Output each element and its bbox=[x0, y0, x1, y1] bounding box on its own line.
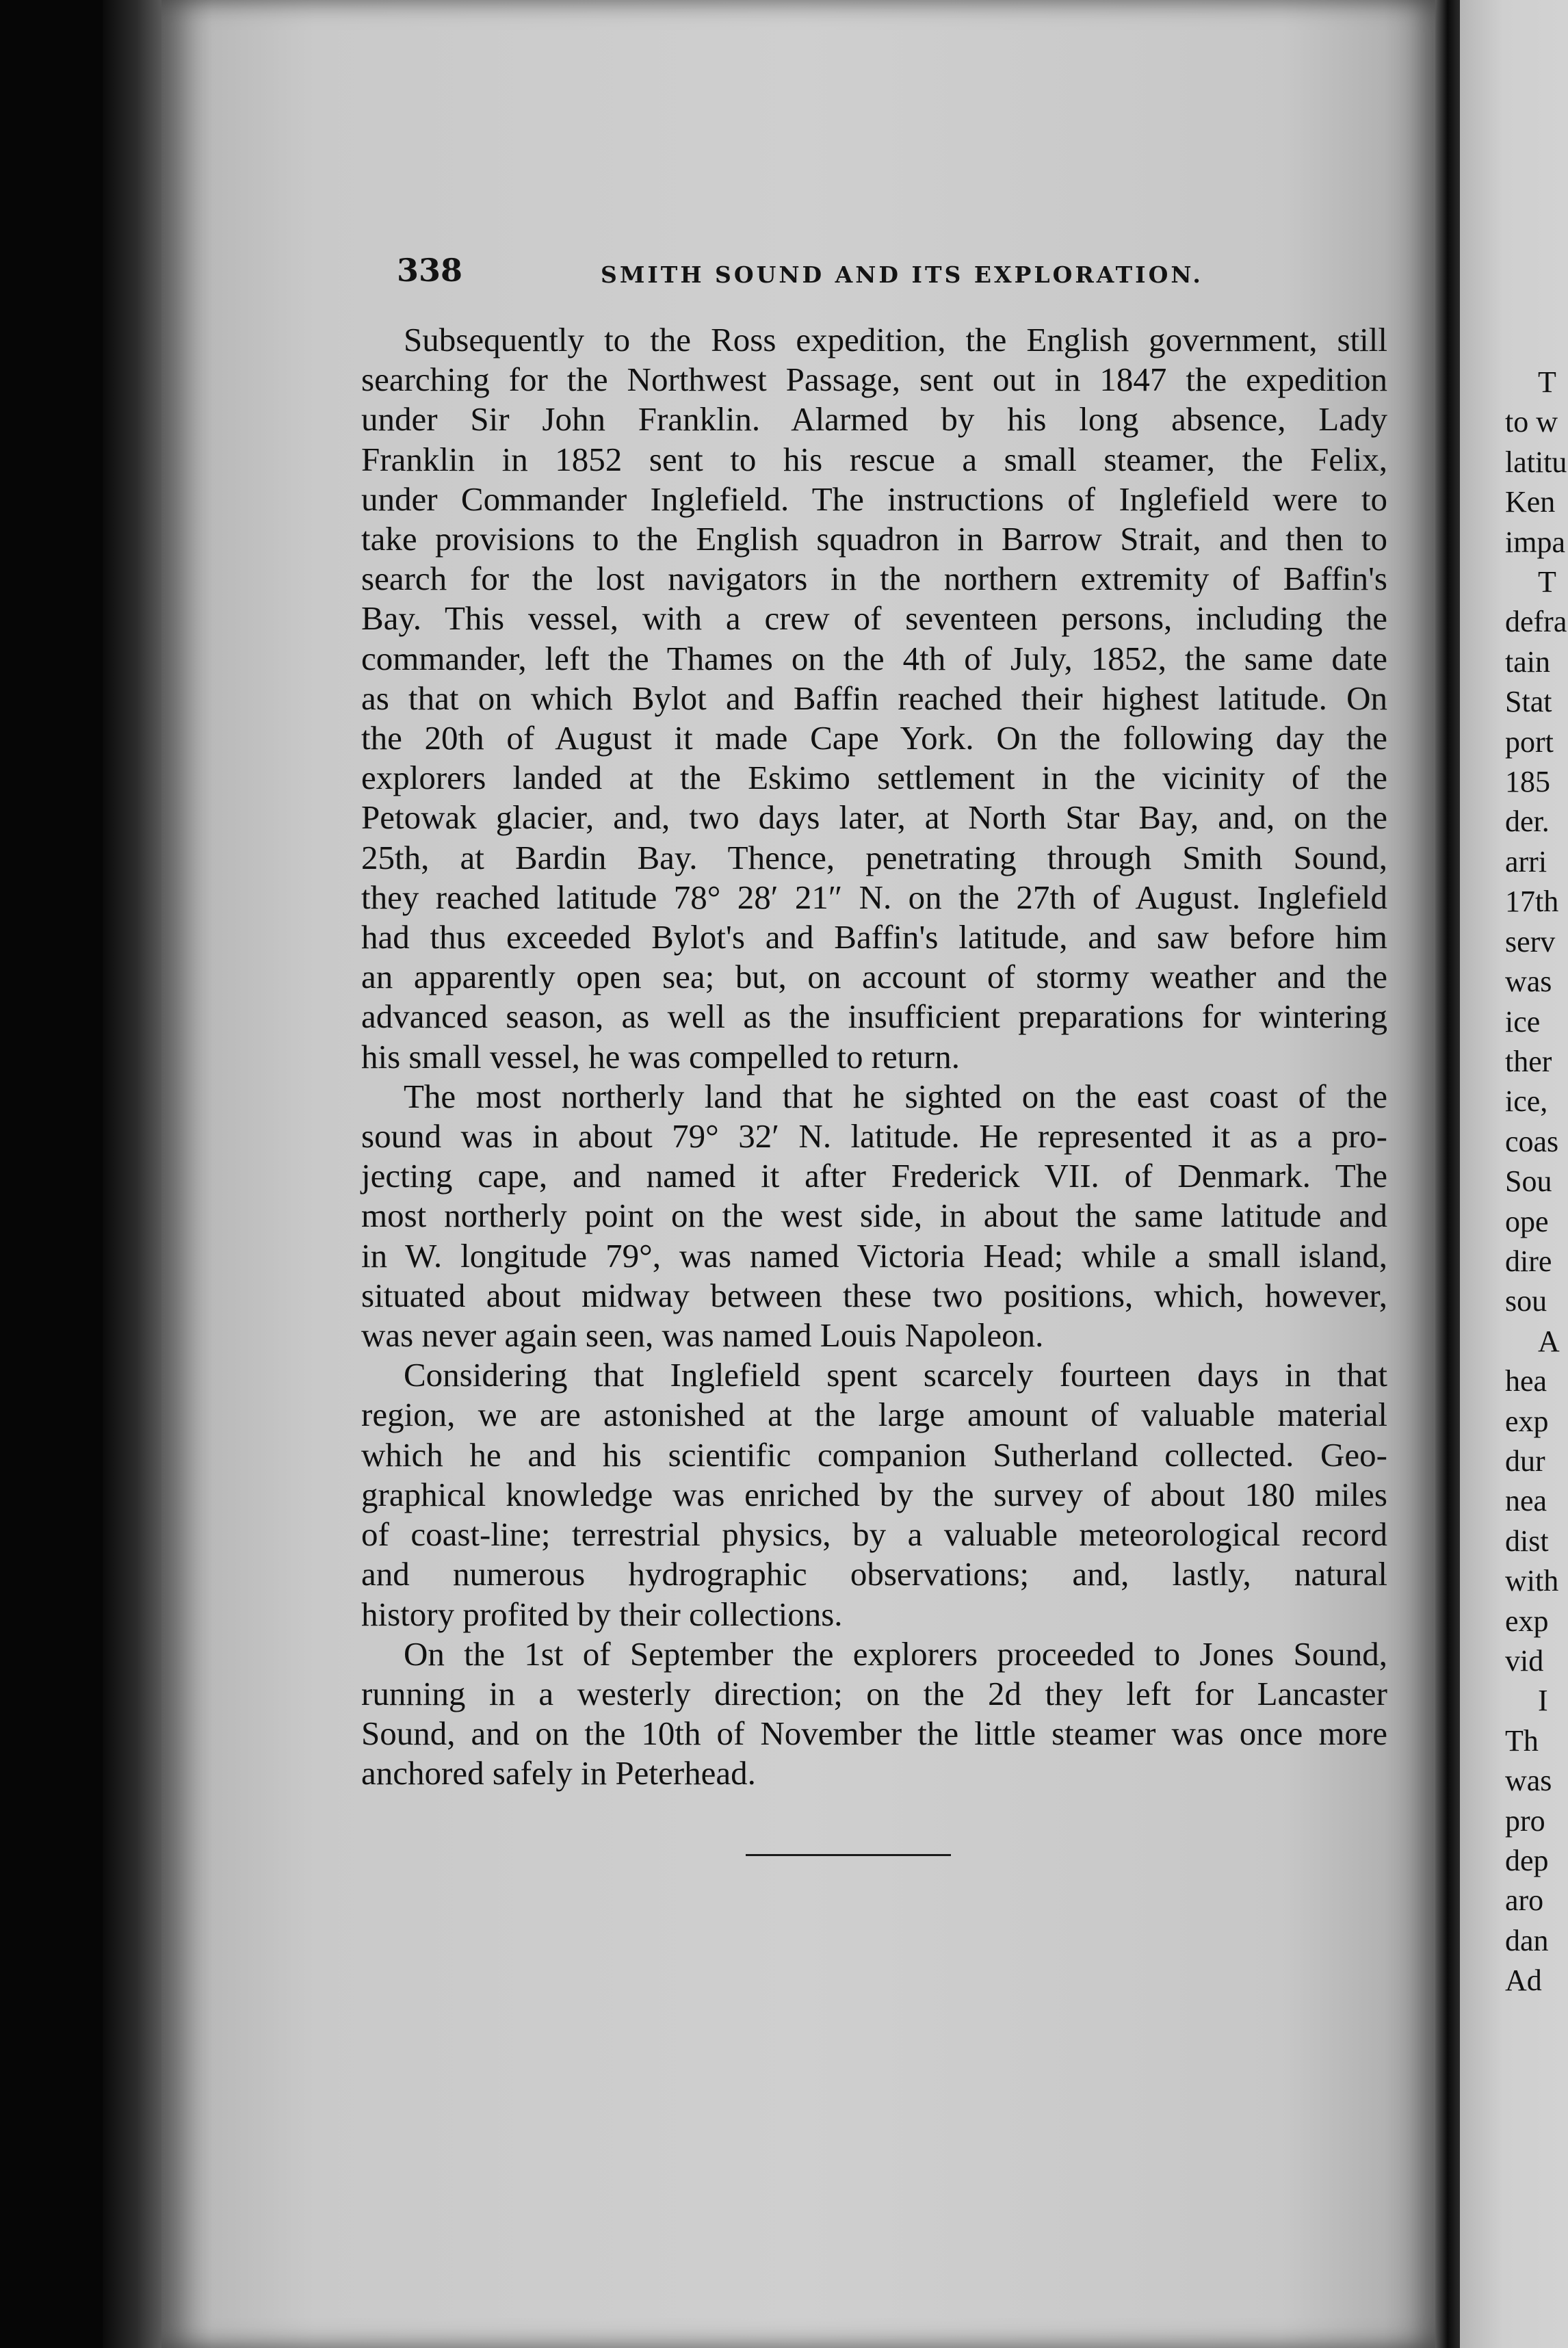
text-line: Petowak glacier, and, two days later, at North Star Bay, and, on the bbox=[361, 798, 1387, 837]
facing-page-fragment: impa bbox=[1505, 525, 1565, 559]
facing-page-fragment: port bbox=[1505, 725, 1554, 759]
facing-page-fragment: A bbox=[1538, 1324, 1560, 1358]
facing-page-fragment: der. bbox=[1505, 805, 1550, 839]
text-line: in W. longitude 79°, was named Victoria Head; while a small island, bbox=[361, 1236, 1387, 1275]
paragraph bbox=[361, 1077, 1387, 1355]
running-head bbox=[397, 252, 1423, 306]
text-line: sound was in about 79° 32′ N. latitude. He represented it as a pro- bbox=[361, 1117, 1387, 1156]
facing-page-fragment: hea bbox=[1505, 1364, 1547, 1398]
facing-page-fragment: coas bbox=[1505, 1124, 1559, 1158]
facing-page-fragment: dur bbox=[1505, 1444, 1545, 1478]
text-line: Considering that Inglefield spent scarcely fourteen days in that bbox=[404, 1356, 1387, 1394]
text-line: under Sir John Franklin. Alarmed by his long absence, Lady bbox=[361, 400, 1387, 439]
text-line: take provisions to the English squadron in Barrow Strait, and then to bbox=[361, 520, 1387, 558]
text-line: graphical knowledge was enriched by the survey of about 180 miles bbox=[361, 1475, 1387, 1513]
section-end-rule bbox=[746, 1854, 951, 1856]
facing-page-fragment: with bbox=[1505, 1564, 1559, 1598]
text-line: most northerly point on the west side, in about the same latitude and bbox=[361, 1197, 1387, 1235]
facing-page-fragment: defra bbox=[1505, 605, 1567, 639]
text-line: and numerous hydrographic observations; and, lastly, natural bbox=[361, 1555, 1387, 1593]
text-line: 25th, at Bardin Bay. Thence, penetrating through Smith Sound, bbox=[361, 838, 1387, 876]
facing-page-fragment: Ken bbox=[1505, 485, 1556, 519]
page-edge-shadow bbox=[103, 0, 164, 2348]
facing-page-fragment: Stat bbox=[1505, 685, 1552, 719]
text-line: of coast-line; terrestrial physics, by a valuable meteorological record bbox=[361, 1515, 1387, 1554]
text-line: situated about midway between these two positions, which, however, bbox=[361, 1276, 1387, 1314]
facing-page-fragment: 185 bbox=[1505, 765, 1550, 799]
facing-page-fragment: to w bbox=[1505, 405, 1558, 439]
text-line: Franklin in 1852 sent to his rescue a small steamer, the Felix, bbox=[361, 440, 1387, 478]
facing-page-fragment: Th bbox=[1505, 1723, 1539, 1758]
text-line: searching for the Northwest Passage, sent out in 1847 the expedition bbox=[361, 361, 1387, 399]
text-line: Subsequently to the Ross expedition, the English government, still bbox=[404, 321, 1387, 358]
text-line: had thus exceeded Bylot's and Baffin's latitude, and saw before him bbox=[361, 918, 1387, 956]
text-line: running in a westerly direction; on the 2d they left for Lancaster bbox=[361, 1674, 1387, 1712]
book-gutter bbox=[1435, 0, 1460, 2348]
facing-page-fragment: ice, bbox=[1505, 1084, 1548, 1119]
text-line: The most northerly land that he sighted on the east coast of the bbox=[404, 1077, 1387, 1115]
running-head-title: SMITH SOUND AND ITS EXPLORATION. bbox=[601, 261, 1203, 288]
facing-page-fragment: T bbox=[1538, 365, 1556, 399]
facing-page-fragment: was bbox=[1505, 965, 1552, 999]
facing-page-fragment: exp bbox=[1505, 1604, 1549, 1638]
facing-page-fragment: dire bbox=[1505, 1244, 1552, 1278]
facing-page-fragment: aro bbox=[1505, 1883, 1544, 1918]
facing-page-fragment: ther bbox=[1505, 1044, 1552, 1078]
paragraph bbox=[361, 320, 1387, 1077]
paragraph bbox=[361, 1355, 1387, 1634]
facing-page-fragment: I bbox=[1538, 1684, 1548, 1718]
facing-page-fragment: Sou bbox=[1505, 1164, 1552, 1199]
facing-page-fragment: Ad bbox=[1505, 1964, 1542, 1998]
facing-page-fragment: pro bbox=[1505, 1803, 1545, 1838]
text-line: as that on which Bylot and Baffin reached their highest latitude. On bbox=[361, 679, 1387, 717]
text-line: Sound, and on the 10th of November the little steamer was once more bbox=[361, 1714, 1387, 1753]
facing-page-fragment: serv bbox=[1505, 924, 1556, 958]
facing-page-fragment: was bbox=[1505, 1764, 1552, 1798]
page-number: 338 bbox=[397, 252, 463, 289]
facing-page-fragment: T bbox=[1538, 565, 1556, 599]
text-line: which he and his scientific companion Sutherland collected. Geo- bbox=[361, 1435, 1387, 1474]
facing-page-fragment: 17th bbox=[1505, 885, 1559, 919]
facing-page-text bbox=[1505, 363, 1567, 2001]
facing-page-fragment: latitu bbox=[1505, 445, 1567, 479]
text-line: Bay. This vessel, with a crew of seventeen persons, including the bbox=[361, 599, 1387, 638]
facing-page-fragment: dan bbox=[1505, 1923, 1549, 1957]
facing-page-fragment: dist bbox=[1505, 1524, 1549, 1558]
text-line: an apparently open sea; but, on account of stormy weather and the bbox=[361, 958, 1387, 996]
text-line: the 20th of August it made Cape York. On the following day the bbox=[361, 719, 1387, 757]
text-line: under Commander Inglefield. The instructions of Inglefield were to bbox=[361, 480, 1387, 518]
text-line: On the 1st of September the explorers proceeded to Jones Sound, bbox=[404, 1634, 1387, 1673]
text-line: region, we are astonished at the large amount of valuable material bbox=[361, 1396, 1387, 1434]
text-line: history profited by their collections. bbox=[361, 1595, 843, 1633]
facing-page-fragment: tain bbox=[1505, 644, 1550, 679]
facing-page-fragment: exp bbox=[1505, 1404, 1549, 1438]
text-line: anchored safely in Peterhead. bbox=[361, 1754, 756, 1792]
text-line: explorers landed at the Eskimo settlement in the vicinity of the bbox=[361, 759, 1387, 797]
facing-page-fragment: dep bbox=[1505, 1844, 1549, 1878]
text-line: they reached latitude 78° 28′ 21″ N. on the 27th of August. Inglefield bbox=[361, 878, 1387, 916]
facing-page-fragment: sou bbox=[1505, 1284, 1547, 1318]
text-line: commander, left the Thames on the 4th of July, 1852, the same date bbox=[361, 639, 1387, 677]
text-line: advanced season, as well as the insufficient preparations for wintering bbox=[361, 997, 1387, 1036]
facing-page-fragment: nea bbox=[1505, 1484, 1547, 1518]
text-line: his small vessel, he was compelled to return. bbox=[361, 1037, 960, 1075]
facing-page-fragment: arri bbox=[1505, 844, 1547, 878]
facing-page-fragment: vid bbox=[1505, 1644, 1544, 1678]
paragraph bbox=[361, 1634, 1387, 1794]
facing-page-fragment: ope bbox=[1505, 1204, 1549, 1238]
text-line: was never again seen, was named Louis Napoleon. bbox=[361, 1316, 1044, 1355]
text-line: search for the lost navigators in the northern extremity of Baffin's bbox=[361, 560, 1387, 598]
facing-page-fragment: ice bbox=[1505, 1004, 1541, 1039]
text-line: jecting cape, and named it after Frederick VII. of Denmark. The bbox=[361, 1157, 1387, 1195]
body-text bbox=[361, 320, 1387, 1794]
